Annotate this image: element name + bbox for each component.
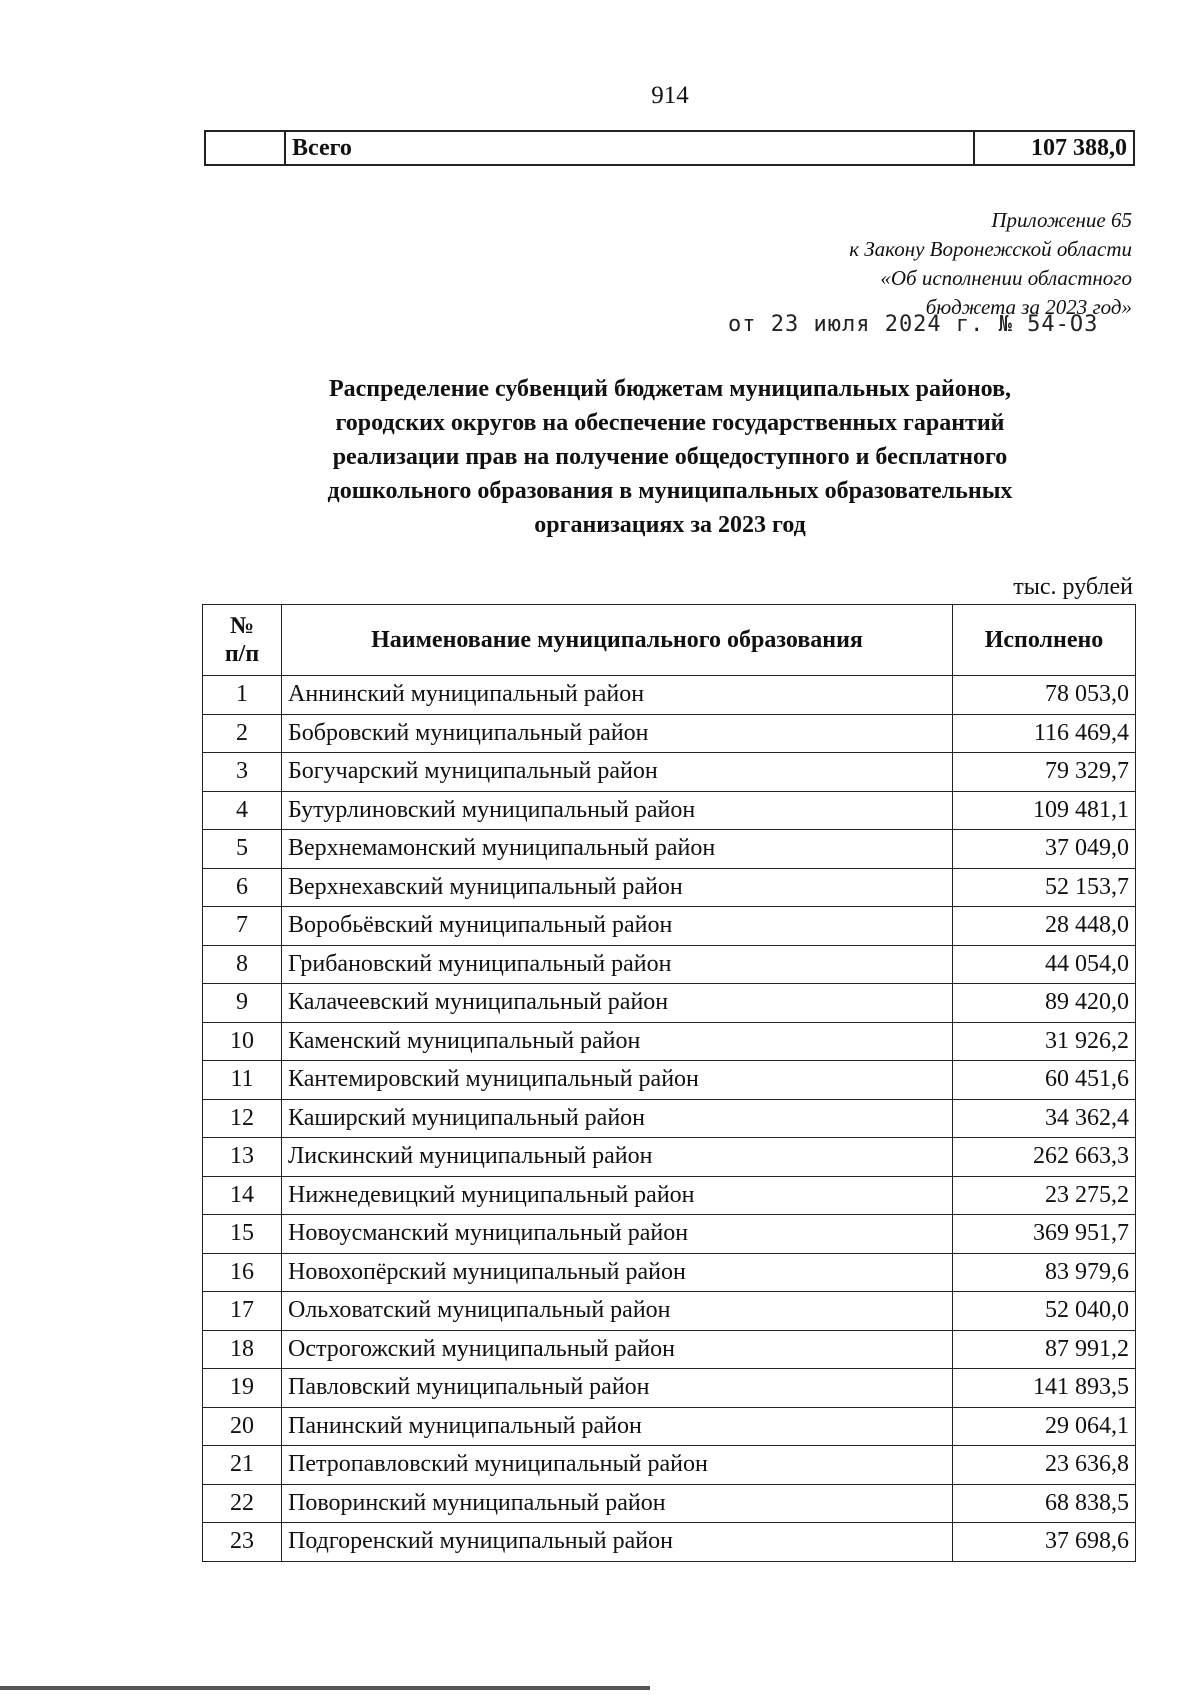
row-name: Павловский муниципальный район — [282, 1369, 953, 1408]
row-number: 19 — [203, 1369, 282, 1408]
header-value: Исполнено — [953, 605, 1136, 676]
row-name: Новохопёрский муниципальный район — [282, 1253, 953, 1292]
table-row — [203, 945, 1136, 984]
appendix-line: бюджета за 2023 год» — [925, 295, 1132, 319]
row-name: Бобровский муниципальный район — [282, 714, 953, 753]
table-row — [203, 1099, 1136, 1138]
row-number: 23 — [203, 1523, 282, 1562]
row-value: 89 420,0 — [953, 984, 1136, 1023]
table-row — [203, 868, 1136, 907]
row-name: Острогожский муниципальный район — [282, 1330, 953, 1369]
total-value: 107 388,0 — [974, 131, 1134, 165]
table-header-row — [203, 605, 1136, 676]
row-name: Грибановский муниципальный район — [282, 945, 953, 984]
row-number: 20 — [203, 1407, 282, 1446]
table-body — [203, 676, 1136, 1562]
row-number: 10 — [203, 1022, 282, 1061]
document-title — [200, 372, 1140, 542]
row-value: 52 040,0 — [953, 1292, 1136, 1331]
row-name: Подгоренский муниципальный район — [282, 1523, 953, 1562]
table-row — [203, 1523, 1136, 1562]
row-number: 1 — [203, 676, 282, 715]
row-name: Панинский муниципальный район — [282, 1407, 953, 1446]
row-value: 141 893,5 — [953, 1369, 1136, 1408]
table-row — [203, 676, 1136, 715]
row-number: 15 — [203, 1215, 282, 1254]
table-row — [203, 1253, 1136, 1292]
appendix-line: «Об исполнении областного — [880, 266, 1132, 290]
row-name: Верхнемамонский муниципальный район — [282, 830, 953, 869]
row-name: Нижнедевицкий муниципальный район — [282, 1176, 953, 1215]
header-num-line2: п/п — [224, 641, 260, 667]
title-line: дошкольного образования в муниципальных образовательных — [327, 478, 1013, 504]
row-value: 262 663,3 — [953, 1138, 1136, 1177]
row-name: Верхнехавский муниципальный район — [282, 868, 953, 907]
row-number: 4 — [203, 791, 282, 830]
table-row — [203, 830, 1136, 869]
title-line: городских округов на обеспечение государственных гарантий — [335, 410, 1005, 436]
table-row — [203, 1176, 1136, 1215]
table-row — [203, 1215, 1136, 1254]
row-number: 16 — [203, 1253, 282, 1292]
table-row — [203, 753, 1136, 792]
bottom-divider — [0, 1686, 650, 1690]
table-row — [203, 1330, 1136, 1369]
row-name: Поворинский муниципальный район — [282, 1484, 953, 1523]
row-number: 13 — [203, 1138, 282, 1177]
row-name: Бутурлиновский муниципальный район — [282, 791, 953, 830]
total-label: Всего — [285, 131, 974, 165]
row-value: 52 153,7 — [953, 868, 1136, 907]
row-number: 6 — [203, 868, 282, 907]
row-value: 44 054,0 — [953, 945, 1136, 984]
row-value: 34 362,4 — [953, 1099, 1136, 1138]
row-number: 8 — [203, 945, 282, 984]
table-row — [203, 1061, 1136, 1100]
units-label: тыс. рублей — [1013, 574, 1133, 600]
appendix-block — [849, 206, 1132, 322]
table-row — [203, 1484, 1136, 1523]
row-number: 11 — [203, 1061, 282, 1100]
table-row — [203, 714, 1136, 753]
row-name: Кантемировский муниципальный район — [282, 1061, 953, 1100]
row-value: 37 049,0 — [953, 830, 1136, 869]
row-name: Петропавловский муниципальный район — [282, 1446, 953, 1485]
row-name: Калачеевский муниципальный район — [282, 984, 953, 1023]
row-number: 21 — [203, 1446, 282, 1485]
table-row — [203, 907, 1136, 946]
row-value: 28 448,0 — [953, 907, 1136, 946]
table-row — [203, 1022, 1136, 1061]
row-value: 116 469,4 — [953, 714, 1136, 753]
distribution-table — [202, 604, 1136, 1562]
total-num-cell — [205, 131, 285, 165]
row-name: Ольховатский муниципальный район — [282, 1292, 953, 1331]
row-value: 369 951,7 — [953, 1215, 1136, 1254]
row-value: 31 926,2 — [953, 1022, 1136, 1061]
law-date: от 23 июля 2024 г. № 54-ОЗ — [728, 312, 1099, 337]
row-value: 83 979,6 — [953, 1253, 1136, 1292]
header-num-line1: № — [229, 613, 255, 639]
header-name: Наименование муниципального образования — [282, 605, 953, 676]
row-number: 17 — [203, 1292, 282, 1331]
row-name: Воробьёвский муниципальный район — [282, 907, 953, 946]
table-row — [203, 1292, 1136, 1331]
row-name: Лискинский муниципальный район — [282, 1138, 953, 1177]
row-value: 29 064,1 — [953, 1407, 1136, 1446]
title-line: реализации прав на получение общедоступного и бесплатного — [332, 444, 1008, 470]
header-num — [203, 605, 282, 676]
row-name: Аннинский муниципальный район — [282, 676, 953, 715]
total-table — [204, 130, 1135, 166]
appendix-line: Приложение 65 — [991, 208, 1132, 232]
row-value: 87 991,2 — [953, 1330, 1136, 1369]
title-line: Распределение субвенций бюджетам муниципальных районов, — [328, 376, 1012, 402]
row-name: Новоусманский муниципальный район — [282, 1215, 953, 1254]
row-name: Каширский муниципальный район — [282, 1099, 953, 1138]
row-value: 23 275,2 — [953, 1176, 1136, 1215]
table-row — [203, 1369, 1136, 1408]
table-row — [203, 791, 1136, 830]
row-number: 5 — [203, 830, 282, 869]
table-row — [203, 984, 1136, 1023]
row-number: 7 — [203, 907, 282, 946]
row-name: Богучарский муниципальный район — [282, 753, 953, 792]
page-number: 914 — [651, 82, 689, 109]
total-row — [205, 131, 1134, 165]
row-value: 109 481,1 — [953, 791, 1136, 830]
row-value: 78 053,0 — [953, 676, 1136, 715]
row-number: 3 — [203, 753, 282, 792]
table-row — [203, 1407, 1136, 1446]
row-number: 2 — [203, 714, 282, 753]
row-value: 23 636,8 — [953, 1446, 1136, 1485]
row-number: 22 — [203, 1484, 282, 1523]
row-value: 37 698,6 — [953, 1523, 1136, 1562]
table-row — [203, 1138, 1136, 1177]
row-value: 60 451,6 — [953, 1061, 1136, 1100]
row-number: 14 — [203, 1176, 282, 1215]
table-row — [203, 1446, 1136, 1485]
row-name: Каменский муниципальный район — [282, 1022, 953, 1061]
row-value: 79 329,7 — [953, 753, 1136, 792]
row-value: 68 838,5 — [953, 1484, 1136, 1523]
appendix-line: к Закону Воронежской области — [849, 237, 1132, 261]
row-number: 18 — [203, 1330, 282, 1369]
row-number: 9 — [203, 984, 282, 1023]
row-number: 12 — [203, 1099, 282, 1138]
title-line: организациях за 2023 год — [534, 512, 806, 538]
